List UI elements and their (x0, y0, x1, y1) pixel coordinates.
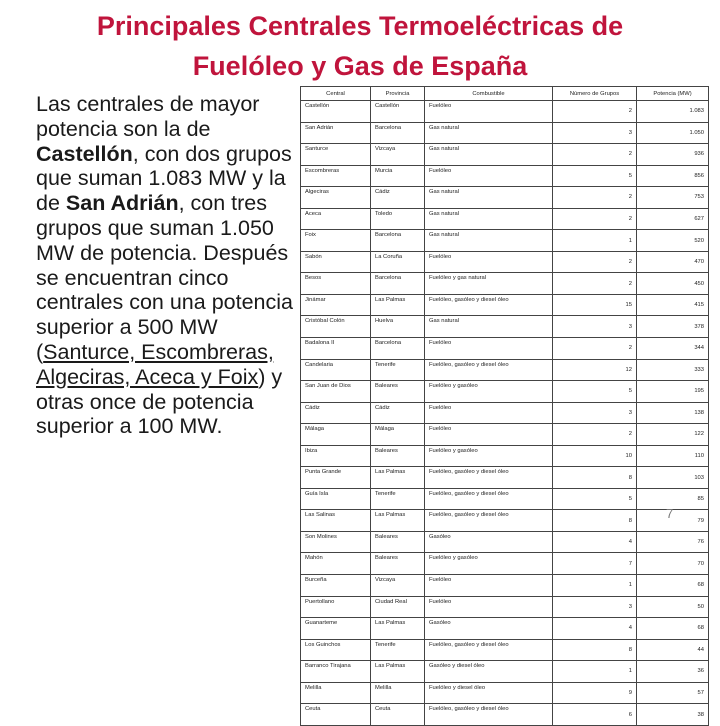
cell-numero-grupos: 3 (553, 402, 637, 424)
cell-numero-grupos: 2 (553, 424, 637, 446)
cell-potencia: 470 (637, 251, 709, 273)
table-row (301, 294, 709, 316)
cell-central: Los Guinchos (301, 639, 371, 661)
cell-provincia: Melilla (371, 682, 425, 704)
table-body (301, 101, 709, 726)
cell-central: Guanarteme (301, 618, 371, 640)
table-row (301, 596, 709, 618)
cell-numero-grupos: 2 (553, 101, 637, 123)
cell-potencia: 85 (637, 488, 709, 510)
table-row (301, 101, 709, 123)
cell-numero-grupos: 5 (553, 488, 637, 510)
cell-potencia: 378 (637, 316, 709, 338)
cell-numero-grupos: 2 (553, 187, 637, 209)
table-row (301, 165, 709, 187)
cell-combustible: Fuelóleo (425, 575, 553, 597)
cell-potencia: 450 (637, 273, 709, 295)
cell-numero-grupos: 2 (553, 251, 637, 273)
cell-provincia: Barcelona (371, 230, 425, 252)
cell-central: Barranco Tirajana (301, 661, 371, 683)
cell-potencia: 344 (637, 338, 709, 360)
cell-central: Sabón (301, 251, 371, 273)
cell-central: Escombreras (301, 165, 371, 187)
cell-numero-grupos: 3 (553, 122, 637, 144)
cell-provincia: Toledo (371, 208, 425, 230)
table-row (301, 208, 709, 230)
cell-potencia: 79 (637, 510, 709, 532)
cell-potencia: 122 (637, 424, 709, 446)
cell-provincia: Las Palmas (371, 661, 425, 683)
cell-potencia: 856 (637, 165, 709, 187)
cell-central: Puertollano (301, 596, 371, 618)
page-number: 7 (666, 506, 674, 521)
cell-central: Punta Grande (301, 467, 371, 489)
cell-potencia: 520 (637, 230, 709, 252)
table-row (301, 251, 709, 273)
cell-provincia: Málaga (371, 424, 425, 446)
cell-numero-grupos: 8 (553, 639, 637, 661)
cell-potencia: 936 (637, 144, 709, 166)
cell-numero-grupos: 8 (553, 467, 637, 489)
cell-provincia: La Coruña (371, 251, 425, 273)
cell-numero-grupos: 2 (553, 144, 637, 166)
header-potencia: Potencia (MW) (637, 87, 709, 101)
cell-numero-grupos: 4 (553, 531, 637, 553)
cell-numero-grupos: 9 (553, 682, 637, 704)
cell-numero-grupos: 8 (553, 510, 637, 532)
table-row (301, 553, 709, 575)
table-row (301, 230, 709, 252)
cell-provincia: Barcelona (371, 338, 425, 360)
cell-potencia: 627 (637, 208, 709, 230)
table-row (301, 359, 709, 381)
cell-central: Algeciras (301, 187, 371, 209)
cell-potencia: 333 (637, 359, 709, 381)
cell-combustible: Gasóleo y diesel óleo (425, 661, 553, 683)
cell-numero-grupos: 6 (553, 704, 637, 726)
cell-combustible: Fuelóleo (425, 402, 553, 424)
cell-central: San Adrián (301, 122, 371, 144)
cell-numero-grupos: 2 (553, 208, 637, 230)
header-combustible: Combustible (425, 87, 553, 101)
cell-central: Melilla (301, 682, 371, 704)
cell-potencia: 415 (637, 294, 709, 316)
cell-potencia: 57 (637, 682, 709, 704)
table-row (301, 424, 709, 446)
cell-central: Burceña (301, 575, 371, 597)
cell-numero-grupos: 3 (553, 316, 637, 338)
cell-potencia: 50 (637, 596, 709, 618)
cell-combustible: Gas natural (425, 144, 553, 166)
table-row (301, 575, 709, 597)
cell-combustible: Fuelóleo, gasóleo y diesel óleo (425, 639, 553, 661)
cell-central: Jinámar (301, 294, 371, 316)
cell-numero-grupos: 2 (553, 273, 637, 295)
cell-central: Málaga (301, 424, 371, 446)
cell-provincia: Ceuta (371, 704, 425, 726)
body-text-4: ) y otras once de potencia superior a 100 MW. (36, 364, 283, 439)
cell-potencia: 1.083 (637, 101, 709, 123)
cell-numero-grupos: 3 (553, 596, 637, 618)
cell-potencia: 68 (637, 618, 709, 640)
cell-numero-grupos: 12 (553, 359, 637, 381)
cell-provincia: Baleares (371, 531, 425, 553)
cell-central: Ceuta (301, 704, 371, 726)
table-row (301, 704, 709, 726)
body-text-1: Las centrales de mayor potencia son la de (36, 92, 260, 141)
cell-central: Badalona II (301, 338, 371, 360)
table-row (301, 510, 709, 532)
cell-numero-grupos: 1 (553, 661, 637, 683)
cell-provincia: Murcia (371, 165, 425, 187)
table-row (301, 273, 709, 295)
cell-potencia: 44 (637, 639, 709, 661)
cell-provincia: Tenerife (371, 488, 425, 510)
cell-central: Guía Isla (301, 488, 371, 510)
cell-provincia: Baleares (371, 553, 425, 575)
cell-combustible: Fuelóleo y gasóleo (425, 445, 553, 467)
table-row (301, 445, 709, 467)
cell-combustible: Fuelóleo (425, 424, 553, 446)
cell-potencia: 103 (637, 467, 709, 489)
cell-numero-grupos: 2 (553, 338, 637, 360)
table-row (301, 402, 709, 424)
cell-combustible: Fuelóleo, gasóleo y diesel óleo (425, 467, 553, 489)
table-row (301, 144, 709, 166)
cell-combustible: Fuelóleo (425, 251, 553, 273)
cell-provincia: Barcelona (371, 122, 425, 144)
table-header-row (301, 87, 709, 101)
cell-central: Foix (301, 230, 371, 252)
cell-provincia: Las Palmas (371, 510, 425, 532)
body-text-3: , con tres grupos que suman 1.050 MW de potencia. Después se encuentran cinco centrales con una potencia superior a 500 MW ( (36, 191, 293, 364)
body-bold-castellon: Castellón (36, 141, 133, 166)
cell-central: Santurce (301, 144, 371, 166)
cell-combustible: Gas natural (425, 122, 553, 144)
cell-combustible: Fuelóleo (425, 338, 553, 360)
title-line-2: Fuelóleo y Gas de España (192, 51, 528, 81)
cell-provincia: Tenerife (371, 359, 425, 381)
cell-combustible: Fuelóleo, gasóleo y diesel óleo (425, 704, 553, 726)
cell-combustible: Fuelóleo y gasóleo (425, 381, 553, 403)
cell-central: Cádiz (301, 402, 371, 424)
cell-potencia: 110 (637, 445, 709, 467)
cell-numero-grupos: 1 (553, 230, 637, 252)
cell-provincia: Baleares (371, 445, 425, 467)
cell-combustible: Fuelóleo (425, 165, 553, 187)
cell-provincia: Cádiz (371, 187, 425, 209)
cell-provincia: Las Palmas (371, 467, 425, 489)
header-provincia: Provincia (371, 87, 425, 101)
cell-combustible: Gasóleo (425, 618, 553, 640)
table-row (301, 338, 709, 360)
cell-central: Besos (301, 273, 371, 295)
title-line-1: Principales Centrales Termoeléctricas de (96, 11, 624, 41)
table-row (301, 682, 709, 704)
cell-combustible: Gas natural (425, 316, 553, 338)
cell-provincia: Tenerife (371, 639, 425, 661)
cell-combustible: Fuelóleo y diesel óleo (425, 682, 553, 704)
cell-combustible: Gasóleo (425, 531, 553, 553)
cell-potencia: 38 (637, 704, 709, 726)
cell-potencia: 68 (637, 575, 709, 597)
cell-combustible: Gas natural (425, 230, 553, 252)
cell-numero-grupos: 4 (553, 618, 637, 640)
table-row (301, 488, 709, 510)
body-underlined-centrales: Santurce, Escombreras, Algeciras, Aceca y Foix (36, 339, 274, 389)
cell-central: Cristóbal Colón (301, 316, 371, 338)
cell-potencia: 70 (637, 553, 709, 575)
cell-provincia: Huelva (371, 316, 425, 338)
power-plants-table (300, 86, 709, 726)
cell-provincia: Cádiz (371, 402, 425, 424)
cell-combustible: Fuelóleo, gasóleo y diesel óleo (425, 510, 553, 532)
cell-combustible: Fuelóleo (425, 101, 553, 123)
cell-potencia: 753 (637, 187, 709, 209)
cell-combustible: Gas natural (425, 187, 553, 209)
cell-combustible: Fuelóleo y gas natural (425, 273, 553, 295)
cell-central: San Juan de Dios (301, 381, 371, 403)
table-row (301, 467, 709, 489)
cell-numero-grupos: 15 (553, 294, 637, 316)
cell-provincia: Vizcaya (371, 575, 425, 597)
cell-central: Ibiza (301, 445, 371, 467)
cell-numero-grupos: 10 (553, 445, 637, 467)
cell-combustible: Fuelóleo (425, 596, 553, 618)
cell-central: Candelaria (301, 359, 371, 381)
body-paragraph (36, 92, 298, 439)
cell-central: Aceca (301, 208, 371, 230)
table-row (301, 618, 709, 640)
cell-potencia: 138 (637, 402, 709, 424)
cell-provincia: Las Palmas (371, 294, 425, 316)
cell-numero-grupos: 7 (553, 553, 637, 575)
table-row (301, 122, 709, 144)
cell-provincia: Las Palmas (371, 618, 425, 640)
table-row (301, 531, 709, 553)
cell-potencia: 36 (637, 661, 709, 683)
cell-combustible: Fuelóleo, gasóleo y diesel óleo (425, 294, 553, 316)
table-row (301, 639, 709, 661)
table-row (301, 316, 709, 338)
cell-central: Mahón (301, 553, 371, 575)
table-row (301, 381, 709, 403)
cell-numero-grupos: 5 (553, 165, 637, 187)
cell-central: Las Salinas (301, 510, 371, 532)
cell-numero-grupos: 1 (553, 575, 637, 597)
cell-combustible: Fuelóleo y gasóleo (425, 553, 553, 575)
cell-potencia: 195 (637, 381, 709, 403)
table-row (301, 187, 709, 209)
cell-numero-grupos: 5 (553, 381, 637, 403)
slide-title (0, 6, 720, 86)
cell-provincia: Castellón (371, 101, 425, 123)
cell-provincia: Baleares (371, 381, 425, 403)
table-row (301, 661, 709, 683)
body-text-2: , con dos grupos que suman 1.083 MW y la de (36, 141, 292, 216)
cell-combustible: Fuelóleo, gasóleo y diesel óleo (425, 359, 553, 381)
cell-combustible: Gas natural (425, 208, 553, 230)
cell-provincia: Vizcaya (371, 144, 425, 166)
cell-potencia: 76 (637, 531, 709, 553)
cell-central: Son Molines (301, 531, 371, 553)
header-central: Central (301, 87, 371, 101)
cell-potencia: 1.050 (637, 122, 709, 144)
cell-provincia: Barcelona (371, 273, 425, 295)
body-bold-san-adrian: San Adrián (65, 191, 179, 216)
cell-provincia: Ciudad Real (371, 596, 425, 618)
cell-combustible: Fuelóleo, gasóleo y diesel óleo (425, 488, 553, 510)
header-numero-grupos: Número de Grupos (553, 87, 637, 101)
cell-central: Castellón (301, 101, 371, 123)
